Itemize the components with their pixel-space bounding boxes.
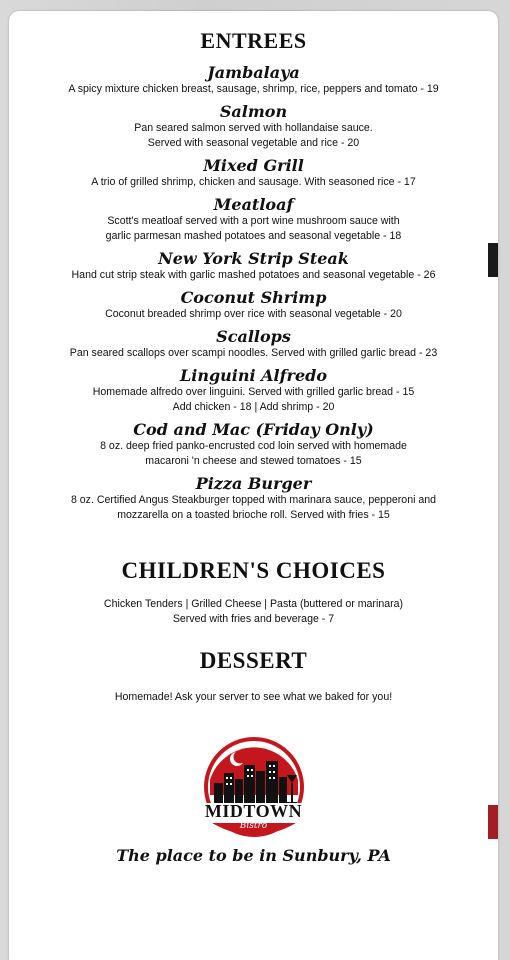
menu-content [9, 11, 498, 865]
menu-item-name: Linguini Alfredo [180, 366, 327, 385]
menu-item-description: 8 oz. Certified Angus Steakburger topped with marinara sauce, pepperoni and [70, 494, 437, 506]
entrees-title: ENTREES [200, 28, 307, 53]
menu-item-description: Scott's meatloaf served with a port wine mushroom sauce with [107, 215, 400, 227]
menu-item-name: New York Strip Steak [158, 249, 349, 268]
menu-item [9, 474, 498, 523]
menu-item-description: Pan seared salmon served with hollandaise sauce. [134, 122, 373, 134]
menu-item-description: Homemade alfredo over linguini. Served with grilled garlic bread - 15 [92, 386, 415, 398]
menu-item-name: Mixed Grill [203, 156, 304, 175]
logo-script: Bistro [239, 821, 268, 831]
menu-item [9, 288, 498, 322]
children-options: Chicken Tenders | Grilled Cheese | Pasta (buttered or marinara) [103, 598, 404, 610]
menu-item [9, 327, 498, 361]
children-served-with: Served with fries and beverage - 7 [172, 613, 335, 625]
menu-item-description: Coconut breaded shrimp over rice with seasonal vegetable - 20 [105, 308, 402, 320]
menu-item-description: macaroni 'n cheese and stewed tomatoes - 15 [145, 455, 362, 467]
menu-item-description: Served with seasonal vegetable and rice - 20 [147, 137, 360, 149]
menu-item-name: Cod and Mac (Friday Only) [133, 420, 374, 439]
entrees-list [9, 63, 498, 523]
tagline: The place to be in Sunbury, PA [116, 846, 391, 865]
menu-item-name: Jambalaya [207, 63, 300, 82]
menu-item-name: Salmon [219, 102, 288, 121]
menu-item-description: A spicy mixture chicken breast, sausage, shrimp, rice, peppers and tomato - 19 [68, 83, 439, 95]
menu-item-name: Pizza Burger [195, 474, 312, 493]
menu-item [9, 195, 498, 244]
dessert-text: Homemade! Ask your server to see what we baked for you! [114, 691, 393, 703]
menu-item [9, 63, 498, 97]
menu-item-name: Meatloaf [213, 195, 294, 214]
dessert-title: DESSERT [199, 648, 308, 673]
menu-item-name: Scallops [216, 327, 291, 346]
menu-item-description: A trio of grilled shrimp, chicken and sausage. With seasoned rice - 17 [91, 176, 416, 188]
menu-item [9, 366, 498, 415]
children-choices [9, 597, 498, 627]
menu-item-description: 8 oz. deep fried panko-encrusted cod loin served with homemade [100, 440, 407, 452]
menu-item [9, 102, 498, 151]
menu-item [9, 249, 498, 283]
children-title: CHILDREN'S CHOICES [121, 558, 386, 583]
menu-item [9, 156, 498, 190]
menu-item-description: Pan seared scallops over scampi noodles. Served with grilled garlic bread - 23 [69, 347, 438, 359]
logo-name: MIDTOWN [204, 801, 303, 821]
menu-item-description: mozzarella on a toasted brioche roll. Served with fries - 15 [117, 509, 390, 521]
midtown-bistro-logo [194, 735, 314, 840]
menu-page [9, 11, 498, 960]
menu-item [9, 420, 498, 469]
menu-item-description: garlic parmesan mashed potatoes and seasonal vegetable - 18 [105, 230, 402, 242]
menu-item-name: Coconut Shrimp [180, 288, 327, 307]
menu-item-description: Add chicken - 18 | Add shrimp - 20 [172, 401, 335, 413]
menu-item-description: Hand cut strip steak with garlic mashed potatoes and seasonal vegetable - 26 [71, 269, 436, 281]
